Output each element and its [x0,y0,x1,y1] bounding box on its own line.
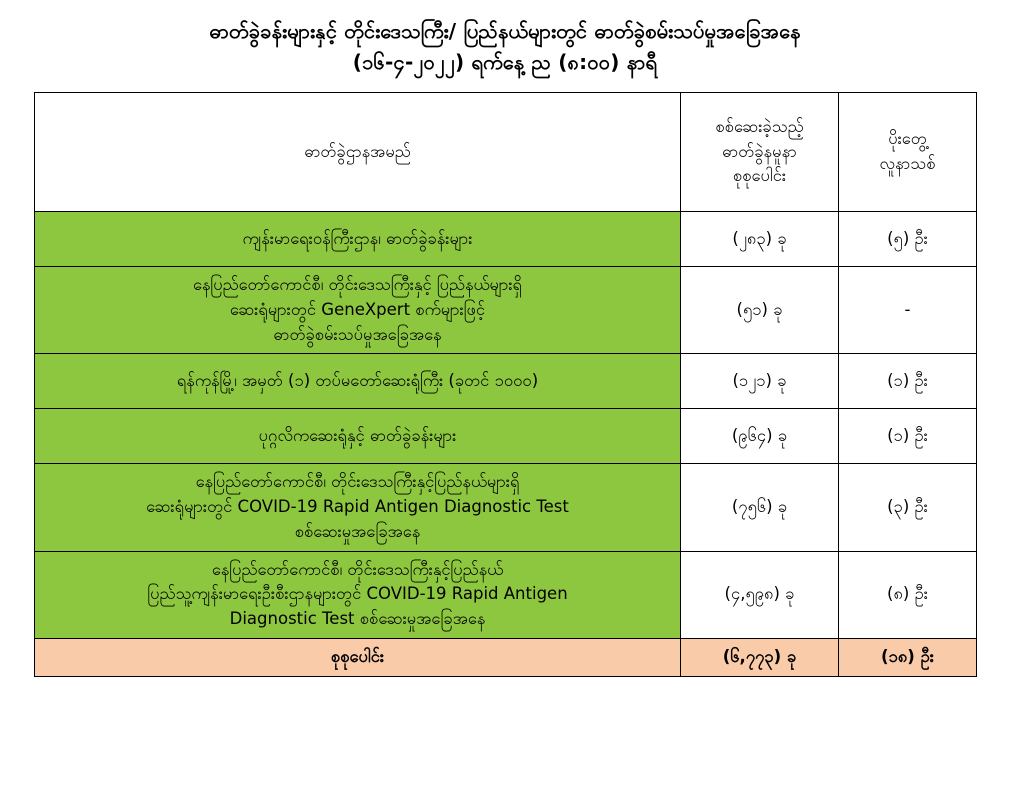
row-lab-name-line: ပြည်သူ့ကျန်းမာရေးဦးစီးဌာနများတွင် COVID-19 Rapid Antigen [147,584,568,604]
row-new-cases: (၁) ဦး [839,409,977,464]
table-row [35,354,977,409]
title-line-2: (၁၆-၄-၂၀၂၂) ရက်နေ့ ည (၈:၀၀) နာရီ [352,50,658,74]
row-lab-name-line: Diagnostic Test စစ်ဆေးမှုအခြေအနေ [229,609,486,628]
page-title [0,0,1010,78]
row-total-tests: (၉၆၄) ခု [681,409,839,464]
row-total-tests: (၇၅၆) ခု [681,464,839,551]
table-row [35,464,977,551]
row-total-tests: (၁၂၁) ခု [681,354,839,409]
row-lab-name [35,409,681,464]
row-new-cases: (၃) ဦး [839,464,977,551]
table-container [34,92,976,677]
row-lab-name-line: ကျန်းမာရေးဝန်ကြီးဌာန၊ ဓာတ်ခွဲခန်းများ [242,228,473,248]
row-lab-name [35,267,681,354]
header-row [35,93,977,212]
total-label: စုစုပေါင်း [35,638,681,676]
total-new-cases: (၁၈) ဦး [839,638,977,676]
row-lab-name [35,551,681,638]
row-lab-name [35,464,681,551]
row-lab-name-line: ဓာတ်ခွဲစမ်းသပ်မှုအခြေအနေ [273,324,442,344]
table-row [35,212,977,267]
header-total-tests-line1: စစ်ဆေးခဲ့သည့် [715,116,804,136]
row-total-tests: (၄,၅၉၈) ခု [681,551,839,638]
row-lab-name-line: နေပြည်တော်ကောင်စီ၊ တိုင်းဒေသကြီးနှင့် ပြည်နယ်များရှိ [192,275,523,294]
table-head [35,93,977,212]
header-new-cases-line1: ပိုးတွေ့ [888,129,927,149]
row-lab-name-line: နေပြည်တော်ကောင်စီ၊ တိုင်းဒေသကြီးနှင့်ပြည်နယ်များရှိ [195,472,520,492]
row-lab-name-line: နေပြည်တော်ကောင်စီ၊ တိုင်းဒေသကြီးနှင့်ပြည်နယ် [211,559,504,579]
lab-testing-table [34,92,977,677]
row-total-tests: (၅၁) ခု [681,267,839,354]
header-new-cases-line2: လူနာသစ် [879,154,936,173]
row-new-cases: (၈) ဦး [839,551,977,638]
row-lab-name-line: စစ်ဆေးမှုအခြေအနေ [294,521,421,541]
table-row [35,267,977,354]
header-total-tests-line2: ဓာတ်ခွဲနမူနာ [722,141,797,161]
total-tests: (၆,၇၇၃) ခု [681,638,839,676]
row-new-cases: (၁) ဦး [839,354,977,409]
title-line-1: ဓာတ်ခွဲခန်းများနှင့် တိုင်းဒေသကြီး/ ပြည်နယ်များတွင် ဓာတ်ခွဲစမ်းသပ်မှုအခြေအနေ [209,19,801,43]
row-lab-name [35,212,681,267]
row-lab-name-line: ဆေးရုံများတွင် COVID-19 Rapid Antigen Diagnostic Test [146,497,569,516]
row-lab-name-line: ရန်ကုန်မြို့၊ အမှတ် (၁) တပ်မတော်ဆေးရုံကြီး (ခုတင် ၁၀၀၀) [176,370,539,390]
header-total-tests [681,93,839,212]
row-lab-name-line: ပုဂ္ဂလိကဆေးရုံနှင့် ဓာတ်ခွဲခန်းများ [258,425,457,445]
table-row [35,409,977,464]
row-total-tests: (၂၈၃) ခု [681,212,839,267]
table-total-row [35,638,977,676]
header-new-cases [839,93,977,212]
row-new-cases: - [839,267,977,354]
row-new-cases: (၅) ဦး [839,212,977,267]
header-total-tests-line3: စုစုပေါင်း [732,166,787,186]
row-lab-name-line: ဆေးရုံများတွင် GeneXpert စက်များဖြင့် [229,299,486,319]
row-lab-name [35,354,681,409]
header-lab-name: ဓာတ်ခွဲဌာနအမည် [35,93,681,212]
table-body [35,212,977,677]
table-row [35,551,977,638]
